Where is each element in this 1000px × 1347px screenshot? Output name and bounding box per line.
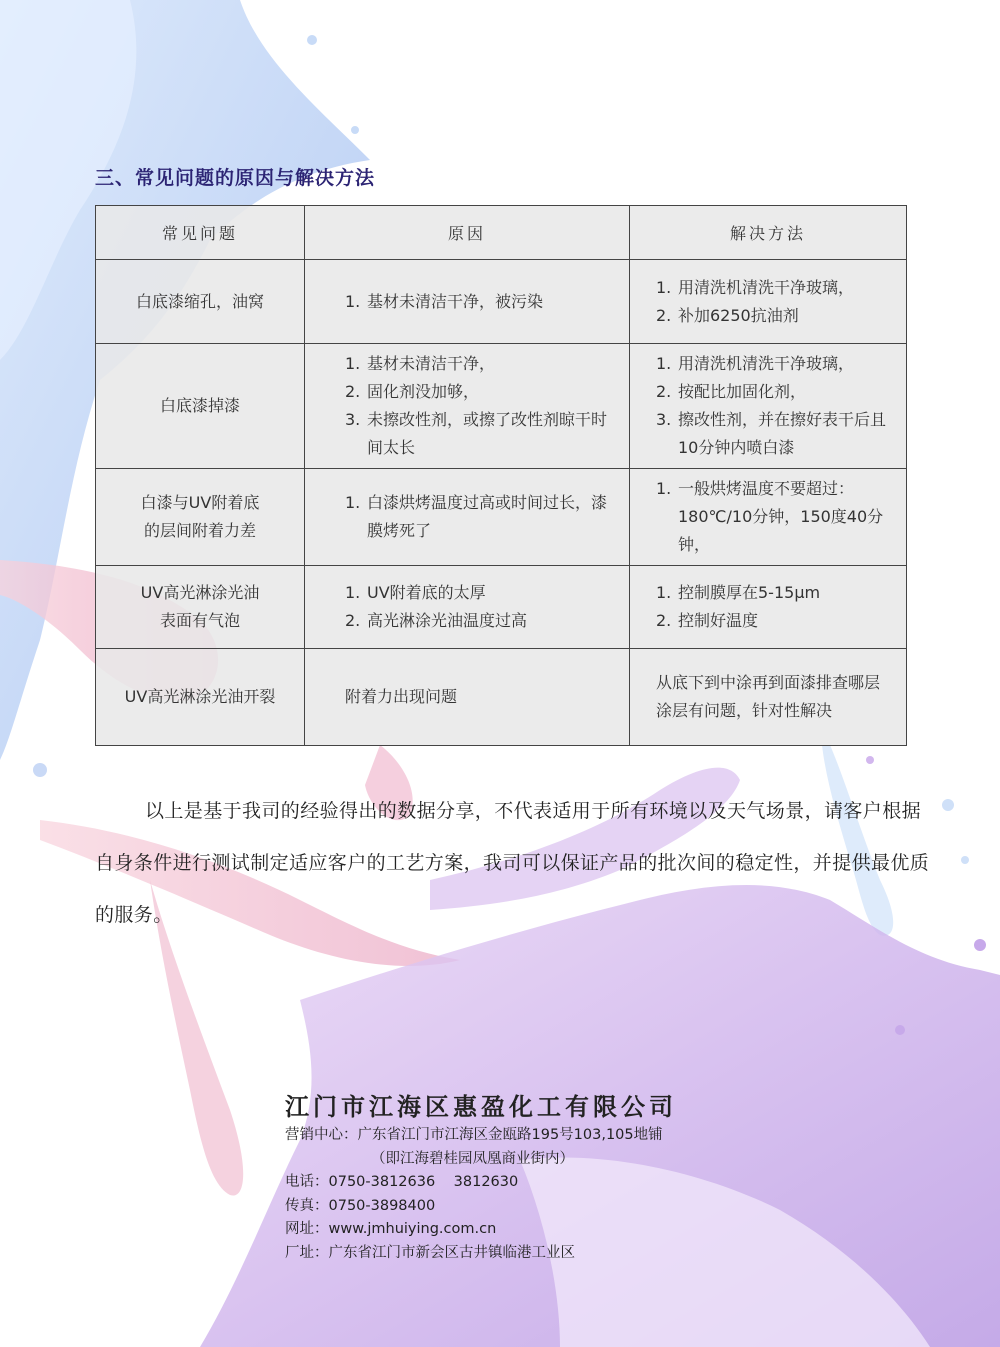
item-text: 固化剂没加够， <box>367 382 480 401</box>
solution-item <box>656 274 894 302</box>
cause-item <box>345 489 613 545</box>
item-text: 从底下到中涂再到面漆排查哪层涂层有问题，针对性解决 <box>656 673 881 720</box>
item-text: 用清洗机清洗干净玻璃， <box>678 277 855 297</box>
solution-cell <box>630 469 907 566</box>
problem-text: 白漆与UV附着底 <box>140 493 260 512</box>
item-number: 2. <box>345 382 361 401</box>
solution-item <box>656 302 894 330</box>
solution-cell <box>630 260 907 344</box>
problem-text: UV高光淋涂光油 <box>140 583 260 602</box>
cause-item <box>345 406 613 462</box>
solution-item <box>656 669 894 725</box>
cause-cell <box>305 566 630 649</box>
table-row <box>96 469 907 566</box>
cause-item <box>345 378 613 406</box>
problem-text: UV高光淋涂光油开裂 <box>124 687 276 706</box>
item-number: 3. <box>345 410 361 429</box>
problem-text: 白底漆缩孔，油窝 <box>135 291 264 311</box>
solution-item <box>656 579 894 607</box>
problem-cell <box>96 260 305 344</box>
solution-cell <box>630 566 907 649</box>
header-cause: 原因 <box>305 206 630 260</box>
phone-number: 电话：0750-3812636 3812630 <box>285 1174 519 1190</box>
cause-item <box>345 288 613 316</box>
solution-item <box>656 406 894 462</box>
cause-item <box>345 683 613 711</box>
cause-cell <box>305 344 630 469</box>
table-header-row <box>96 206 907 260</box>
header-problem: 常见问题 <box>96 206 305 260</box>
item-text: 高光淋涂光油温度过高 <box>367 611 528 630</box>
item-number: 1. <box>345 493 361 512</box>
header-solution: 解决方法 <box>630 206 907 260</box>
item-number: 2. <box>656 305 672 325</box>
solution-item <box>656 607 894 635</box>
item-number: 2. <box>656 611 672 630</box>
cause-item <box>345 607 613 635</box>
disclaimer-paragraph: 以上是基于我司的经验得出的数据分享，不代表适用于所有环境以及天气场景，请客户根据自身条件进行测试制定适应客户的工艺方案，我司可以保证产品的批次间的稳定性，并提供最优质的服务。 <box>95 800 930 926</box>
cause-item <box>345 350 613 378</box>
item-number: 1. <box>656 479 672 498</box>
issues-table <box>95 205 907 746</box>
problem-text: 白底漆掉漆 <box>159 396 240 415</box>
problem-text: 的层间附着力差 <box>143 521 256 540</box>
item-text: 白漆烘烤温度过高或时间过长，漆膜烤死了 <box>367 493 608 540</box>
item-text: 按配比加固化剂， <box>678 382 807 401</box>
solution-cell <box>630 344 907 469</box>
item-number: 1. <box>345 354 361 373</box>
solution-item <box>656 475 894 559</box>
item-number: 1. <box>656 583 672 602</box>
table-row <box>96 260 907 344</box>
item-text: 附着力出现问题 <box>345 687 458 706</box>
sales-center-address: 营销中心：广东省江门市江海区金瓯路195号103,105地铺 <box>285 1127 663 1143</box>
problem-cell <box>96 649 305 746</box>
contact-block <box>285 1124 663 1265</box>
item-text: 基材未清洁干净， <box>367 354 496 373</box>
cause-cell <box>305 260 630 344</box>
item-number: 2. <box>345 611 361 630</box>
item-text: UV附着底的太厚 <box>367 583 486 602</box>
problem-cell <box>96 344 305 469</box>
sales-center-note: （即江海碧桂园凤凰商业街内） <box>371 1150 574 1167</box>
solution-item <box>656 378 894 406</box>
solution-cell <box>630 649 907 746</box>
website-link[interactable]: 网址：www.jmhuiying.com.cn <box>285 1221 497 1237</box>
item-number: 1. <box>345 583 361 602</box>
item-number: 2. <box>656 382 672 401</box>
company-name: 江门市江海区惠盈化工有限公司 <box>285 1093 677 1121</box>
cause-cell <box>305 649 630 746</box>
fax-number: 传真：0750-3898400 <box>285 1197 436 1214</box>
item-text: 补加6250抗油剂 <box>678 305 799 325</box>
problem-cell <box>96 566 305 649</box>
item-text: 未擦改性剂，或擦了改性剂晾干时间太长 <box>367 410 608 457</box>
cause-item <box>345 579 613 607</box>
table-row <box>96 649 907 746</box>
problem-text: 表面有气泡 <box>159 611 240 630</box>
item-number: 3. <box>656 410 672 429</box>
problem-cell <box>96 469 305 566</box>
factory-address: 厂址：广东省江门市新会区古井镇临港工业区 <box>285 1244 575 1261</box>
table-row <box>96 344 907 469</box>
item-text: 一般烘烤温度不要超过：180℃/10分钟，150度40分钟， <box>678 479 884 554</box>
item-text: 擦改性剂，并在擦好表干后且10分钟内喷白漆 <box>678 410 887 457</box>
item-number: 1. <box>656 354 672 373</box>
item-text: 用清洗机清洗干净玻璃， <box>678 354 855 373</box>
table-row <box>96 566 907 649</box>
item-text: 控制膜厚在5-15μm <box>678 583 821 602</box>
cause-cell <box>305 469 630 566</box>
item-number: 1. <box>656 277 672 297</box>
item-text: 控制好温度 <box>678 611 759 630</box>
solution-item <box>656 350 894 378</box>
item-number: 1. <box>345 291 361 311</box>
item-text: 基材未清洁干净，被污染 <box>367 291 544 311</box>
section-title: 三、常见问题的原因与解决方法 <box>95 167 376 189</box>
